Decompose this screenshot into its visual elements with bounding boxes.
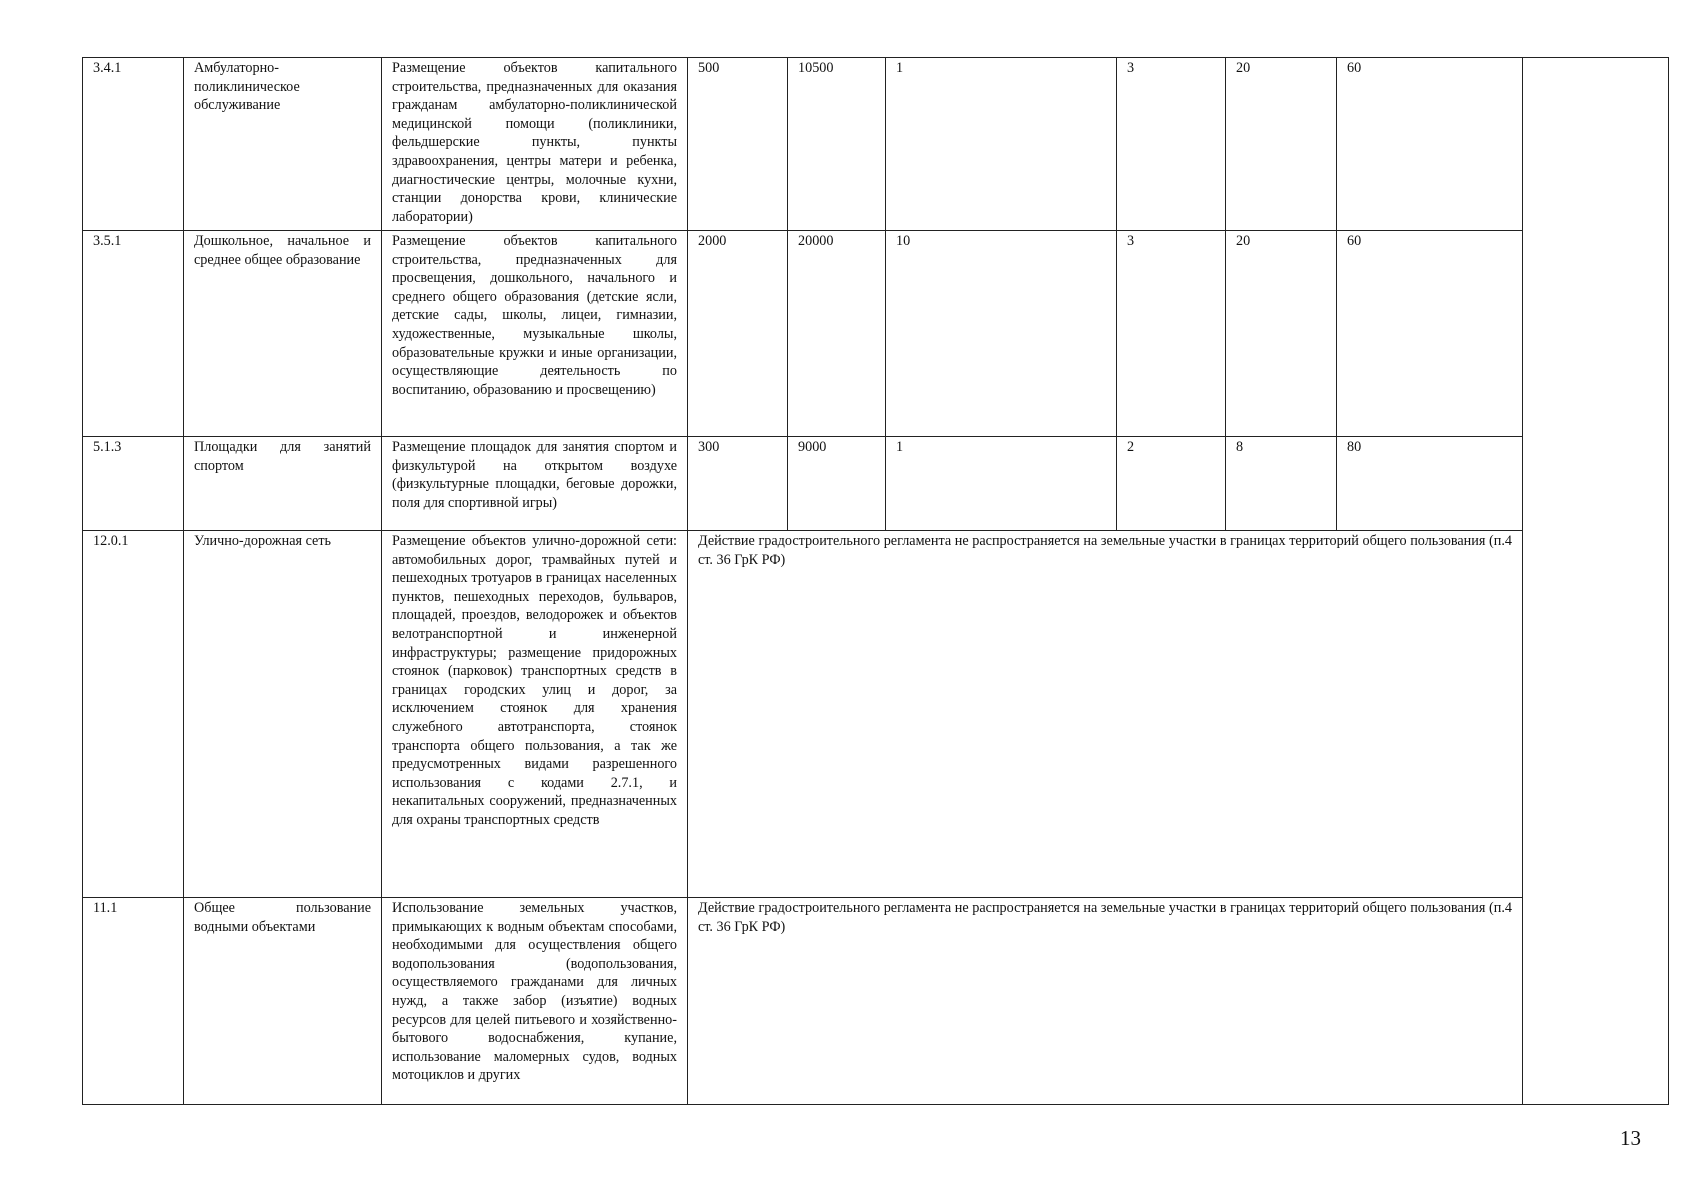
value-cell: 9000 — [788, 437, 886, 531]
code-cell: 3.5.1 — [83, 231, 184, 437]
table-row — [83, 437, 1669, 531]
value-cell: 1 — [886, 58, 1117, 231]
description-cell: Размещение объектов капитального строительства, предназначенных для просвещения, дошкольного, начального и среднего общего образования (детские ясли, детские сады, школы, лицеи, гимназии, художественные, музыкальные школы, образовательные кружки и иные организации, осуществляющие деятельность по воспитанию, образованию и просвещению) — [382, 231, 688, 437]
table-row — [83, 58, 1669, 231]
value-cell: 1 — [886, 437, 1117, 531]
name-cell: Улично-дорожная сеть — [184, 531, 382, 898]
code-cell: 11.1 — [83, 898, 184, 1105]
value-cell: 500 — [688, 58, 788, 231]
empty-right-cell — [1523, 58, 1669, 1105]
name-cell: Площадки для занятий спортом — [184, 437, 382, 531]
name-cell: Общее пользование водными объектами — [184, 898, 382, 1105]
page-number: 13 — [1620, 1126, 1641, 1150]
value-cell: 10 — [886, 231, 1117, 437]
description-cell: Размещение площадок для занятия спортом и физкультурой на открытом воздухе (физкультурные площадки, беговые дорожки, поля для спортивной игры) — [382, 437, 688, 531]
description-cell: Использование земельных участков, примыкающих к водным объектам способами, необходимыми для осуществления общего водопользования (водопользования, осуществляемого гражданами для личных нужд, а также забор (изъятие) водных ресурсов для целей питьевого и хозяйственно-бытового водоснабжения, купание, использование маломерных судов, водных мотоциклов и других — [382, 898, 688, 1105]
description-cell: Размещение объектов улично-дорожной сети: автомобильных дорог, трамвайных путей и пешеходных тротуаров в границах населенных пунктов, пешеходных переходов, бульваров, площадей, проездов, велодорожек и объектов велотранспортной и инженерной инфраструктуры; размещение придорожных стоянок (парковок) транспортных средств в границах городских улиц и дорог, за исключением стоянок для хранения служебного автотранспорта, стоянок транспорта общего пользования, а так же предусмотренных видами разрешенного использования с кодами 2.7.1, и некапитальных сооружений, предназначенных для охраны транспортных средств — [382, 531, 688, 898]
code-cell: 12.0.1 — [83, 531, 184, 898]
value-cell: 60 — [1337, 231, 1523, 437]
zoning-regulations-table — [82, 57, 1669, 1105]
table-row — [83, 898, 1669, 1105]
description-cell: Размещение объектов капитального строительства, предназначенных для оказания гражданам амбулаторно-поликлинической медицинской помощи (поликлиники, фельдшерские пункты, пункты здравоохранения, центры матери и ребенка, диагностические центры, молочные кухни, станции донорства крови, клинические лаборатории) — [382, 58, 688, 231]
table-row — [83, 531, 1669, 898]
value-cell: 3 — [1117, 58, 1226, 231]
value-cell: 2 — [1117, 437, 1226, 531]
table-row — [83, 231, 1669, 437]
value-cell: 60 — [1337, 58, 1523, 231]
value-cell: 300 — [688, 437, 788, 531]
code-cell: 5.1.3 — [83, 437, 184, 531]
name-cell: Амбулаторно-поликлиническое обслуживание — [184, 58, 382, 231]
name-cell: Дошкольное, начальное и среднее общее образование — [184, 231, 382, 437]
regulation-note-cell: Действие градостроительного регламента не распространяется на земельные участки в границах территорий общего пользования (п.4 ст. 36 ГрК РФ) — [688, 531, 1523, 898]
value-cell: 8 — [1226, 437, 1337, 531]
value-cell: 10500 — [788, 58, 886, 231]
value-cell: 80 — [1337, 437, 1523, 531]
value-cell: 20 — [1226, 231, 1337, 437]
value-cell: 20000 — [788, 231, 886, 437]
regulation-note-cell: Действие градостроительного регламента не распространяется на земельные участки в границах территорий общего пользования (п.4 ст. 36 ГрК РФ) — [688, 898, 1523, 1105]
value-cell: 3 — [1117, 231, 1226, 437]
value-cell: 2000 — [688, 231, 788, 437]
code-cell: 3.4.1 — [83, 58, 184, 231]
value-cell: 20 — [1226, 58, 1337, 231]
